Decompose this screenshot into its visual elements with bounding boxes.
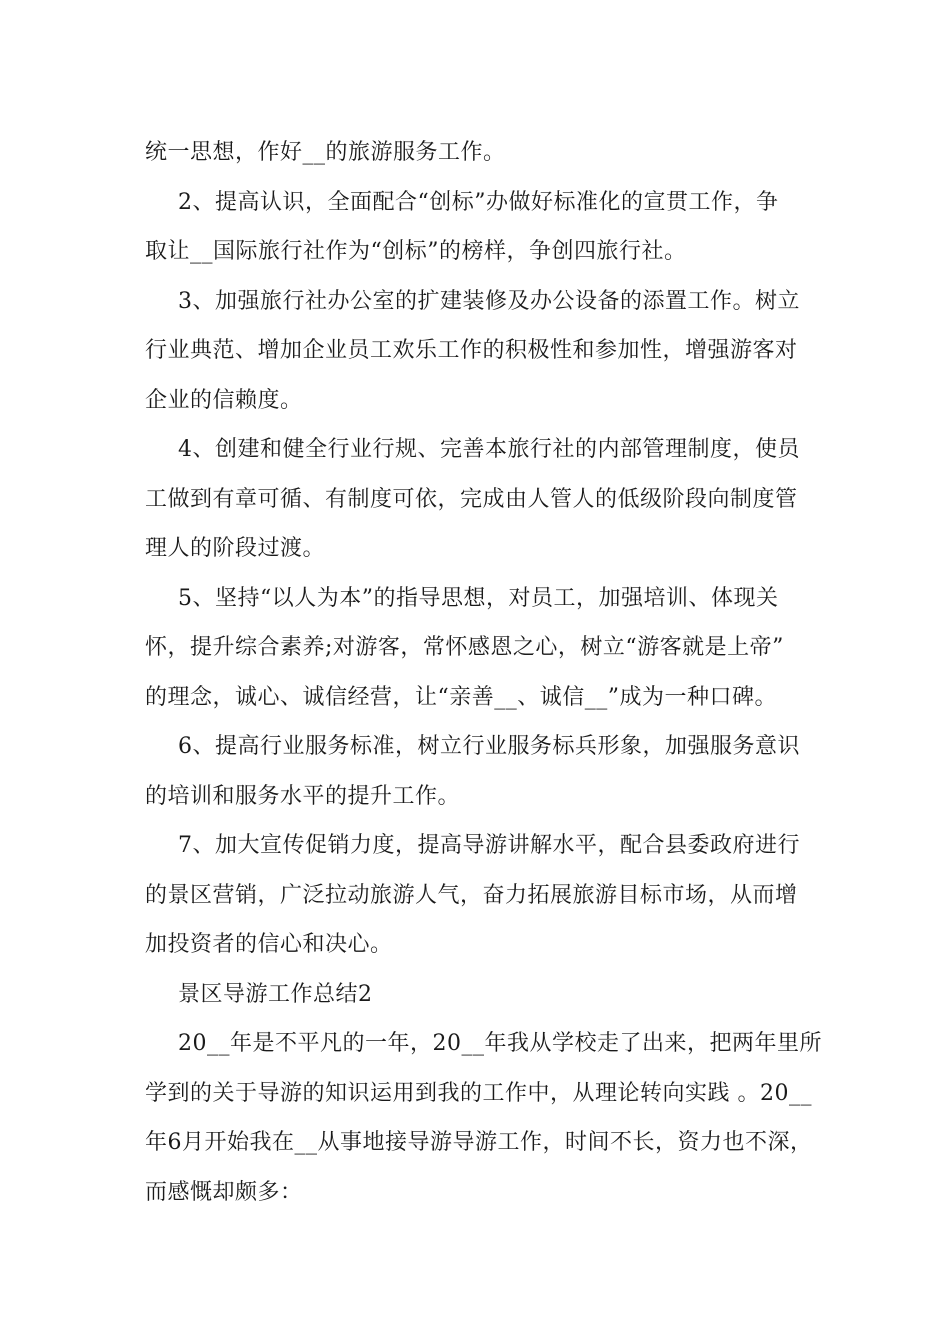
text-line: 6、提高行业服务标准，树立行业服务标兵形象，加强服务意识: [178, 734, 800, 759]
heading-text: 景区导游工作总结2: [178, 981, 373, 1007]
paragraph-summary: [145, 1019, 825, 1217]
text-line: 3、加强旅行社办公室的扩建装修及办公设备的添置工作。树立: [178, 288, 800, 314]
text-line: 5、坚持“以人为本”的指导思想，对员工，加强培训、体现关: [178, 585, 779, 611]
text-line: 而感慨却颇多：: [145, 1179, 303, 1205]
text-line: 企业的信赖度。: [145, 387, 303, 413]
paragraph-item-5: [145, 574, 825, 723]
text-line: 取让__国际旅行社作为“创标”的榜样，争创四旅行社。: [145, 239, 687, 264]
paragraph-item-7: [145, 821, 825, 970]
text-line: 的景区营销，广泛拉动旅游人气，奋力拓展旅游目标市场，从而增: [145, 882, 798, 908]
section-heading: [145, 970, 825, 1020]
text-line: 2、提高认识，全面配合“创标”办做好标准化的宣贯工作，争: [178, 189, 779, 215]
paragraph-item-6: [145, 722, 825, 821]
text-line: 学到的关于导游的知识运用到我的工作中，从理论转向实践 。20__: [145, 1080, 812, 1106]
paragraph-intro: [145, 128, 825, 178]
text-line: 工做到有章可循、有制度可依，完成由人管人的低级阶段向制度管: [145, 486, 798, 512]
text-line: 行业典范、增加企业员工欢乐工作的积极性和参加性，增强游客对: [145, 338, 798, 363]
text-line: 的理念，诚心、诚信经营，让“亲善__、诚信__”成为一种口碑。: [145, 684, 777, 710]
paragraph-item-2: [145, 178, 825, 277]
text-line: 20__年是不平凡的一年，20__年我从学校走了出来，把两年里所: [178, 1031, 822, 1056]
text-line: 7、加大宣传促销力度，提高导游讲解水平，配合县委政府进行: [178, 833, 800, 858]
text-line: 怀，提升综合素养;对游客，常怀感恩之心，树立“游客就是上帝”: [145, 635, 784, 660]
paragraph-item-3: [145, 277, 825, 426]
text-line: 加投资者的信心和决心。: [145, 932, 393, 957]
text-line: 理人的阶段过渡。: [145, 536, 326, 561]
text-line: 的培训和服务水平的提升工作。: [145, 783, 461, 809]
text-line: 4、创建和健全行业行规、完善本旅行社的内部管理制度，使员: [178, 437, 800, 462]
paragraph-item-4: [145, 425, 825, 574]
document-body: [145, 128, 825, 1217]
text-line: 统一思想，作好__的旅游服务工作。: [145, 140, 506, 165]
text-line: 年6月开始我在__从事地接导游导游工作，时间不长，资力也不深，: [145, 1130, 813, 1155]
